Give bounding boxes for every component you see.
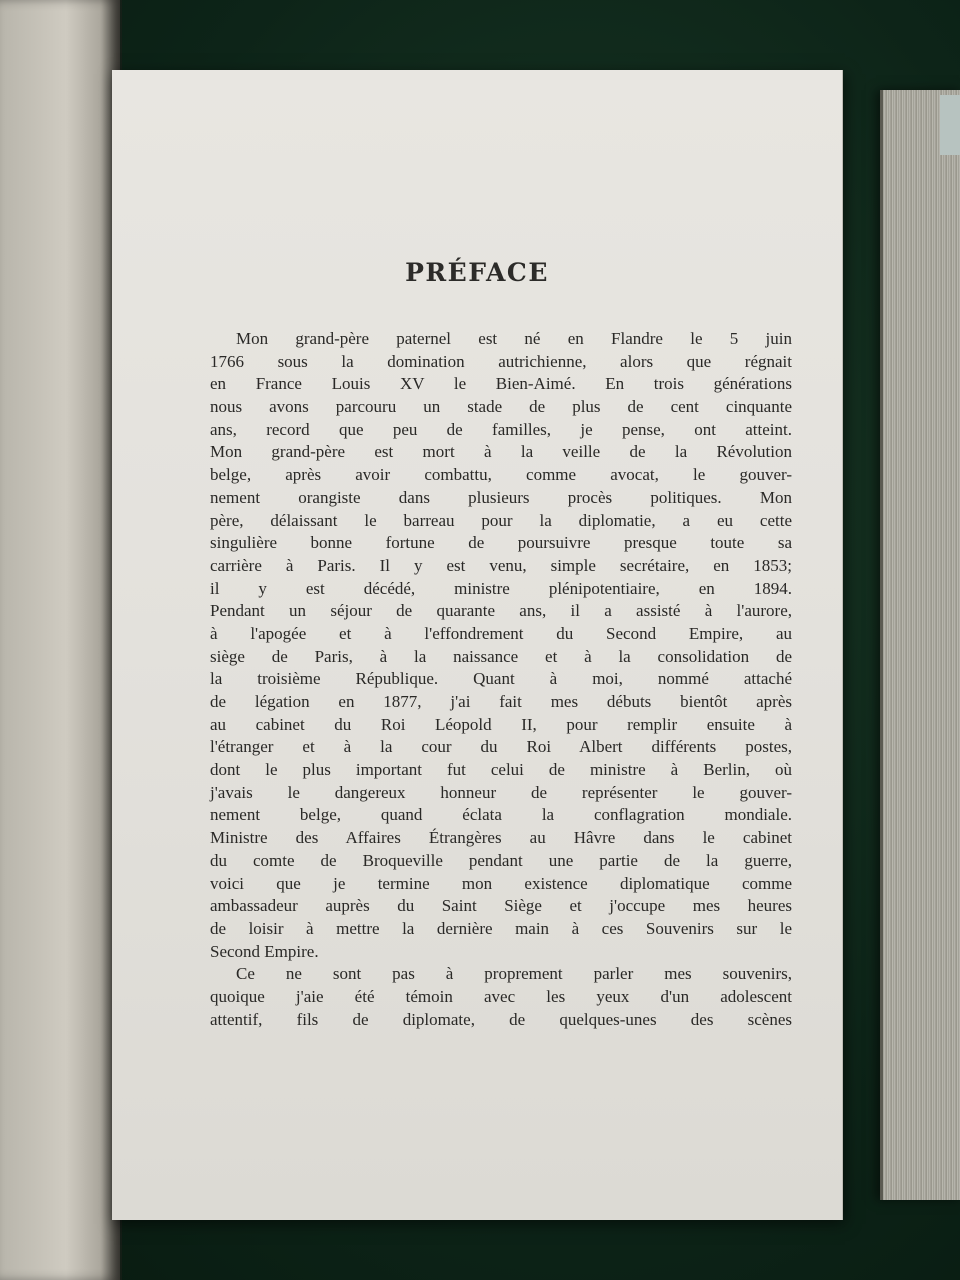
text-line: au cabinet du Roi Léopold II, pour remplir ensuite à xyxy=(210,714,792,734)
text-line: en France Louis XV le Bien-Aimé. En trois générations xyxy=(210,374,792,394)
text-line: Ce ne sont pas à proprement parler mes souvenirs, xyxy=(236,964,792,984)
text-line: ambassadeur auprès du Saint Siège et j'occupe mes heures xyxy=(210,896,792,916)
text-line: nement belge, quand éclata la conflagration mondiale. xyxy=(210,805,792,825)
text-line: siège de Paris, à la naissance et à la consolidation de xyxy=(210,646,792,666)
text-line: ans, record que peu de familles, je pense, ont atteint. xyxy=(210,419,792,439)
text-line: belge, après avoir combattu, comme avocat, le gouver- xyxy=(210,465,792,485)
page-title: PRÉFACE xyxy=(405,258,549,287)
text-line: à l'apogée et à l'effondrement du Second Empire, au xyxy=(210,623,792,643)
text-line: voici que je termine mon existence diplomatique comme xyxy=(210,873,792,893)
text-line: dont le plus important fut celui de ministre à Berlin, où xyxy=(210,760,792,780)
text-line: Mon grand-père paternel est né en Flandre le 5 juin xyxy=(236,329,792,348)
paragraph-container xyxy=(210,328,792,1031)
text-line: 1766 sous la domination autrichienne, alors que régnait xyxy=(210,351,792,371)
text-line: Ministre des Affaires Étrangères au Hâvre dans le cabinet xyxy=(210,828,792,848)
text-line: l'étranger et à la cour du Roi Albert différents postes, xyxy=(210,737,792,757)
stacked-pages-edge xyxy=(880,90,960,1200)
text-line: père, délaissant le barreau pour la diplomatie, a eu cette xyxy=(210,510,792,530)
text-line: de loisir à mettre la dernière main à ces Souvenirs sur le xyxy=(210,918,792,938)
text-line: j'avais le dangereux honneur de représenter le gouver- xyxy=(210,782,792,802)
text-line: il y est décédé, ministre plénipotentiaire, en 1894. xyxy=(210,578,792,598)
text-line: de légation en 1877, j'ai fait mes débuts bientôt après xyxy=(210,692,792,711)
text-line: du comte de Broqueville pendant une partie de la guerre, xyxy=(210,850,792,870)
text-line: la troisième République. Quant à moi, nommé attaché xyxy=(210,669,792,689)
text-line: Second Empire. xyxy=(210,941,319,961)
text-line: quoique j'aie été témoin avec les yeux d'un adolescent xyxy=(210,986,792,1006)
text-line: Mon grand-père est mort à la veille de la Révolution xyxy=(210,442,792,462)
text-line: nement orangiste dans plusieurs procès politiques. Mon xyxy=(210,487,792,507)
text-line: carrière à Paris. Il y est venu, simple secrétaire, en 1853; xyxy=(210,555,792,575)
preface-text xyxy=(210,328,792,1031)
book-cover-corner xyxy=(940,95,960,155)
text-line: Pendant un séjour de quarante ans, il a assisté à l'aurore, xyxy=(210,601,792,621)
book-page xyxy=(112,70,843,1220)
text-line: nous avons parcouru un stade de plus de cent cinquante xyxy=(210,397,792,417)
text-line: attentif, fils de diplomate, de quelques-unes des scènes xyxy=(210,1009,792,1029)
text-line: singulière bonne fortune de poursuivre presque toute sa xyxy=(210,533,792,553)
